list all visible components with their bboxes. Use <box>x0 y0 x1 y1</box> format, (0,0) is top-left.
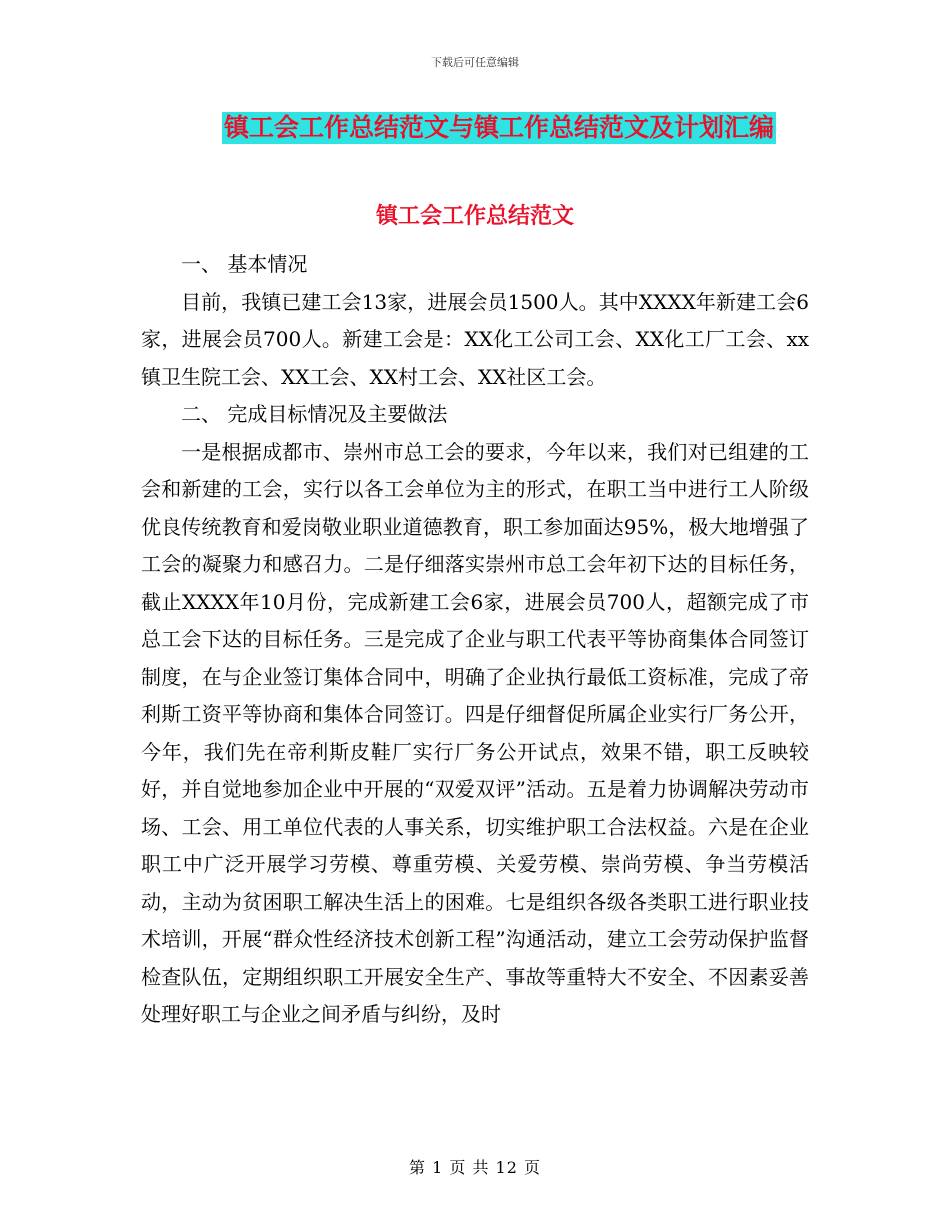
paragraph-goals: 一是根据成都市、崇州市总工会的要求，今年以来，我们对已组建的工会和新建的工会，实行以各工会单位为主的形式，在职工当中进行工人阶级优良传统教育和爱岗敬业职业道德教育，职工参加面达95%，极大地增强了工会的凝聚力和感召力。二是仔细落实崇州市总工会年初下达的目标任务，截止XXXX年10月份，完成新建工会6家，进展会员700人，超额完成了市总工会下达的目标任务。三是完成了企业与职工代表平等协商集体合同签订制度，在与企业签订集体合同中，明确了企业执行最低工资标准，完成了帝利斯工资平等协商和集体合同签订。四是仔细督促所属企业实行厂务公开，今年，我们先在帝利斯皮鞋厂实行厂务公开试点，效果不错，职工反映较好，并自觉地参加企业中开展的“双爱双评”活动。五是着力协调解决劳动市场、工会、用工单位代表的人事关系，切实维护职工合法权益。六是在企业职工中广泛开展学习劳模、尊重劳模、关爱劳模、崇尚劳模、争当劳模活动，主动为贫困职工解决生活上的困难。七是组织各级各类职工进行职业技术培训，开展“群众性经济技术创新工程”沟通活动，建立工会劳动保护监督检查队伍，定期组织职工开展安全生产、事故等重特大不安全、不因素妥善处理好职工与企业之间矛盾与纠纷，及时 <box>141 439 809 1026</box>
header-note: 下载后可任意编辑 <box>431 56 519 69</box>
page-footer: 第 1 页 共 12 页 <box>409 1158 541 1177</box>
main-title-container <box>0 112 950 144</box>
section-heading-basic-situation: 一、 基本情况 <box>181 252 308 276</box>
main-title: 镇工会工作总结范文与镇工作总结范文及计划汇编 <box>223 113 774 142</box>
body-text <box>141 246 809 1034</box>
section-heading-goals: 二、 完成目标情况及主要做法 <box>181 402 448 426</box>
paragraph-basic-situation: 目前，我镇已建工会13家，进展会员1500人。其中XXXX年新建工会6 家，进展会员700人。新建工会是：XX化工公司工会、XX化工厂工会、xx镇卫生院工会、XX工会、XX村工会、XX社区工会。 <box>141 289 809 389</box>
section-title: 镇工会工作总结范文 <box>375 204 574 229</box>
